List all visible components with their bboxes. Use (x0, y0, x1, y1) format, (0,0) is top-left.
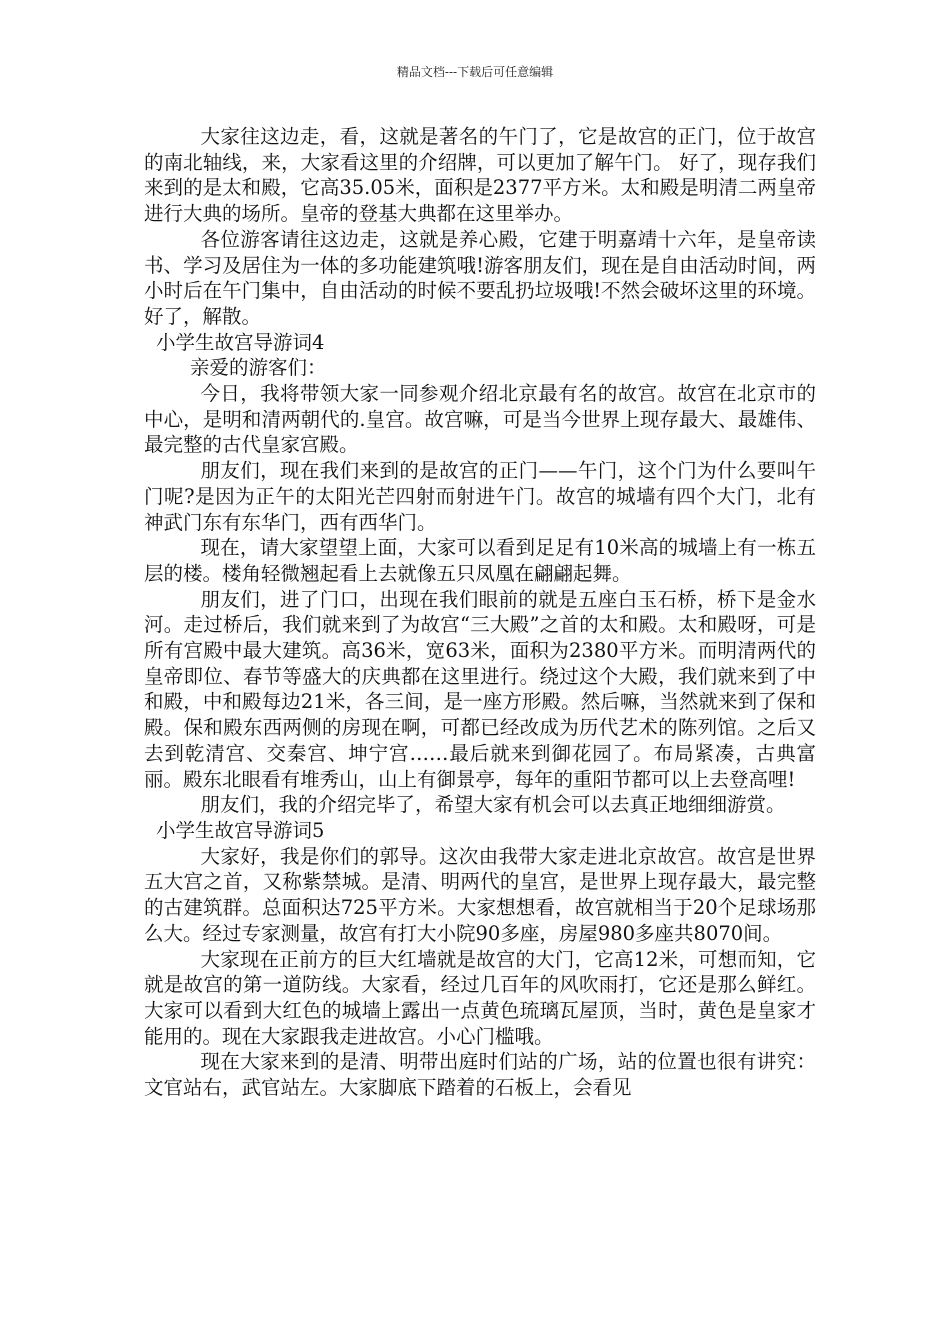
section-heading: 小学生故宫导游词5 (156, 818, 325, 842)
paragraph: 各位游客请往这边走，这就是养心殿，它建于明嘉靖十六年，是皇帝读书、学习及居住为一体的多功能建筑哦!游客朋友们，现在是自由活动时间，两小时后在午门集中，自由活动的时候不要乱扔垃圾哦!不然会破坏这里的环境。好了，解散。 (144, 227, 816, 328)
paragraph: 大家现在正前方的巨大红墙就是故宫的大门，它高12米，可想而知，它就是故宫的第一道防线。大家看，经过几百年的风吹雨打，它还是那么鲜红。大家可以看到大红色的城墙上露出一点黄色琉璃瓦屋顶，当时，黄色是皇家才能用的。现在大家跟我走进故宫。小心门槛哦。 (144, 947, 816, 1048)
page-header: 精品文档---下载后可任意编辑 (396, 65, 554, 79)
paragraph: 朋友们，进了门口，出现在我们眼前的就是五座白玉石桥，桥下是金水河。走过桥后，我们就来到了为故宫“三大殿”之首的太和殿。太和殿呀，可是所有宫殿中最大建筑。高36米，宽63米，面积为2380平方米。而明清两代的皇帝即位、春节等盛大的庆典都在这里进行。绕过这个大殿，我们就来到了中和殿，中和殿每边21米，各三间，是一座方形殿。然后嘛，当然就来到了保和殿。保和殿东西两侧的房现在啊，可都已经改成为历代艺术的陈列馆。之后又去到乾清宫、交秦宫、坤宁宫……最后就来到御花园了。布局紧凑，古典富丽。殿东北眼看有堆秀山，山上有御景亭，每年的重阳节都可以上去登高哩! (144, 587, 816, 791)
greeting-line: 亲爱的游客们： (190, 356, 327, 380)
document-body (144, 124, 816, 1101)
paragraph: 朋友们，我的介绍完毕了，希望大家有机会可以去真正地细细游赏。 (200, 793, 786, 817)
paragraph: 大家往这边走，看，这就是著名的午门了，它是故宫的正门，位于故宫的南北轴线，来，大家看这里的介绍牌，可以更加了解午门。 好了，现存我们来到的是太和殿，它高35.05米，面积是2377平方米。太和殿是明清二两皇帝进行大典的场所。皇帝的登基大典都在这里举办。 (144, 125, 816, 226)
paragraph: 现在大家来到的是清、明带出庭时们站的广场，站的位置也很有讲究：文官站右，武官站左。大家脚底下踏着的石板上，会看见 (144, 1050, 816, 1100)
section-heading: 小学生故宫导游词4 (156, 330, 325, 354)
paragraph: 大家好，我是你们的郭导。这次由我带大家走进北京故宫。故宫是世界五大宫之首，又称紫禁城。是清、明两代的皇宫，是世界上现存最大，最完整的古建筑群。总面积达725平方米。大家想想看，故宫就相当于20个足球场那么大。经过专家测量，故宫有打大小院90多座，房屋980多座共8070间。 (144, 844, 816, 945)
paragraph: 朋友们，现在我们来到的是故宫的正门——午门，这个门为什么要叫午门呢?是因为正午的太阳光芒四射而射进午门。故宫的城墙有四个大门，北有神武门东有东华门，西有西华门。 (144, 459, 816, 534)
paragraph: 现在，请大家望望上面，大家可以看到足足有10米高的城墙上有一栋五层的楼。楼角轻微翘起看上去就像五只凤凰在翩翩起舞。 (144, 536, 816, 585)
paragraph: 今日，我将带领大家一同参观介绍北京最有名的故宫。故宫在北京市的中心，是明和清两朝代的.皇宫。故宫嘛，可是当今世界上现存最大、最雄伟、最完整的古代皇家宫殿。 (144, 382, 816, 457)
